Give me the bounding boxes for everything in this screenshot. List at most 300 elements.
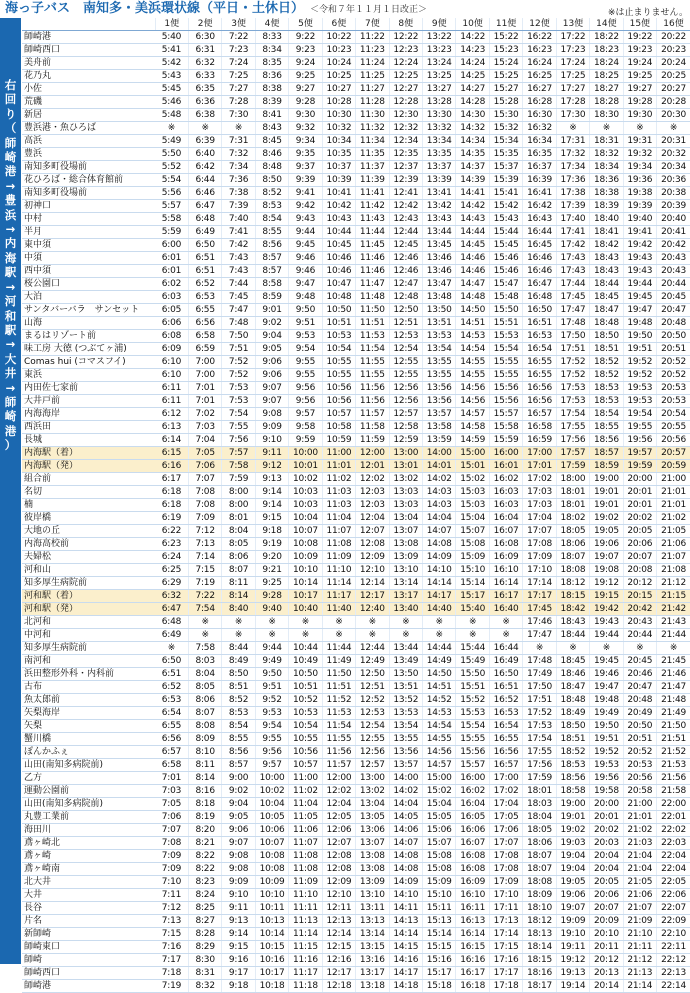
departure-time: 7:04 bbox=[188, 434, 221, 447]
stop-name: 味工房 大徳 (つぶてヶ浦) bbox=[22, 343, 155, 356]
departure-time: 10:45 bbox=[322, 239, 355, 252]
departure-time: 6:51 bbox=[188, 252, 221, 265]
departure-time: 9:54 bbox=[289, 343, 322, 356]
departure-time: 17:06 bbox=[489, 824, 522, 837]
timetable-row bbox=[22, 395, 690, 408]
departure-time: 21:04 bbox=[623, 863, 656, 876]
departure-time: 12:58 bbox=[389, 421, 422, 434]
departure-time: 18:01 bbox=[523, 785, 556, 798]
departure-time: 13:06 bbox=[356, 824, 389, 837]
departure-time: 20:38 bbox=[657, 187, 690, 200]
departure-time: 7:10 bbox=[155, 876, 188, 889]
departure-time: 13:51 bbox=[389, 681, 422, 694]
departure-time: 6:49 bbox=[155, 629, 188, 642]
departure-time: 10:16 bbox=[255, 954, 288, 967]
departure-time: 11:04 bbox=[289, 798, 322, 811]
departure-time: 9:39 bbox=[289, 174, 322, 187]
departure-time: 11:40 bbox=[322, 603, 355, 616]
stop-name: 師崎西口 bbox=[22, 44, 155, 57]
departure-time: 19:55 bbox=[623, 421, 656, 434]
departure-time: 9:34 bbox=[289, 135, 322, 148]
departure-time: 14:46 bbox=[456, 265, 489, 278]
departure-time: 22:10 bbox=[657, 928, 690, 941]
departure-time: 11:56 bbox=[356, 382, 389, 395]
departure-time: 14:09 bbox=[423, 551, 456, 564]
departure-time: 20:56 bbox=[657, 434, 690, 447]
timetable-row bbox=[22, 811, 690, 824]
departure-time: ※ bbox=[389, 616, 422, 629]
departure-time: 19:40 bbox=[623, 213, 656, 226]
departure-time: 8:07 bbox=[188, 707, 221, 720]
departure-time: 18:27 bbox=[590, 83, 623, 96]
departure-time: 17:54 bbox=[556, 408, 589, 421]
departure-time: 18:12 bbox=[556, 577, 589, 590]
departure-time: 16:14 bbox=[456, 928, 489, 941]
departure-time: 20:05 bbox=[590, 876, 623, 889]
departure-time: 19:04 bbox=[556, 850, 589, 863]
stop-name: Comas hui (コマスフイ) bbox=[22, 356, 155, 369]
departure-time: 7:06 bbox=[188, 460, 221, 473]
departure-time: 18:45 bbox=[590, 291, 623, 304]
departure-time: 10:09 bbox=[289, 551, 322, 564]
departure-time: 19:25 bbox=[623, 70, 656, 83]
departure-time: 21:00 bbox=[657, 473, 690, 486]
departure-time: 20:59 bbox=[657, 460, 690, 473]
departure-time: 14:24 bbox=[456, 57, 489, 70]
departure-time: 10:43 bbox=[322, 213, 355, 226]
timetable-row bbox=[22, 31, 690, 44]
departure-time: 12:57 bbox=[356, 759, 389, 772]
departure-time: 20:34 bbox=[657, 161, 690, 174]
departure-time: 17:51 bbox=[556, 343, 589, 356]
timetable-row bbox=[22, 564, 690, 577]
departure-time: 13:52 bbox=[389, 694, 422, 707]
departure-time: 6:44 bbox=[188, 174, 221, 187]
departure-time: 8:08 bbox=[188, 720, 221, 733]
departure-time: 17:45 bbox=[523, 603, 556, 616]
timetable-row bbox=[22, 187, 690, 200]
departure-time: 14:17 bbox=[389, 967, 422, 980]
departure-time: 18:43 bbox=[590, 265, 623, 278]
departure-time: 17:52 bbox=[556, 356, 589, 369]
departure-time: 7:12 bbox=[155, 902, 188, 915]
departure-time: 21:14 bbox=[623, 980, 656, 993]
departure-time: 19:57 bbox=[623, 447, 656, 460]
departure-time: 7:50 bbox=[222, 330, 255, 343]
departure-time: 10:55 bbox=[322, 369, 355, 382]
departure-time: 20:07 bbox=[590, 902, 623, 915]
departure-time: 9:27 bbox=[289, 83, 322, 96]
departure-time: 16:46 bbox=[523, 252, 556, 265]
departure-time: 19:34 bbox=[623, 161, 656, 174]
departure-time: 10:02 bbox=[289, 473, 322, 486]
departure-time: 10:42 bbox=[322, 200, 355, 213]
departure-time: 6:11 bbox=[155, 395, 188, 408]
departure-time: 15:08 bbox=[456, 538, 489, 551]
departure-time: 21:01 bbox=[657, 486, 690, 499]
departure-time: 7:41 bbox=[222, 226, 255, 239]
departure-time: 14:14 bbox=[389, 928, 422, 941]
departure-time: 14:44 bbox=[456, 226, 489, 239]
timetable-row bbox=[22, 850, 690, 863]
departure-time: 13:40 bbox=[389, 603, 422, 616]
departure-time: 15:07 bbox=[423, 837, 456, 850]
departure-time: 8:28 bbox=[188, 928, 221, 941]
departure-time: 19:10 bbox=[556, 928, 589, 941]
departure-time: 9:46 bbox=[289, 265, 322, 278]
departure-time: 20:53 bbox=[657, 382, 690, 395]
departure-time: 6:51 bbox=[188, 265, 221, 278]
departure-time: 14:43 bbox=[456, 213, 489, 226]
departure-time: 9:07 bbox=[255, 382, 288, 395]
departure-time: ※ bbox=[623, 122, 656, 135]
stop-name: 魚太郎前 bbox=[22, 694, 155, 707]
departure-time: 19:11 bbox=[556, 941, 589, 954]
departure-time: 16:46 bbox=[523, 265, 556, 278]
departure-time: ※ bbox=[590, 642, 623, 655]
departure-time: 15:35 bbox=[489, 148, 522, 161]
departure-time: 6:55 bbox=[188, 304, 221, 317]
departure-time: 18:48 bbox=[556, 694, 589, 707]
departure-time: 14:02 bbox=[423, 473, 456, 486]
departure-time: 22:12 bbox=[657, 954, 690, 967]
departure-time: 13:17 bbox=[389, 590, 422, 603]
departure-time: 19:00 bbox=[590, 473, 623, 486]
departure-time: 10:41 bbox=[322, 187, 355, 200]
departure-time: 8:53 bbox=[255, 200, 288, 213]
departure-time: 15:46 bbox=[489, 252, 522, 265]
trip-column-header: 2便 bbox=[188, 18, 221, 31]
departure-time: 19:44 bbox=[623, 278, 656, 291]
departure-time: 15:03 bbox=[456, 499, 489, 512]
departure-time: 8:04 bbox=[188, 668, 221, 681]
timetable-body bbox=[22, 31, 690, 993]
departure-time: 7:05 bbox=[188, 447, 221, 460]
departure-time: 15:18 bbox=[423, 980, 456, 993]
departure-time: 7:36 bbox=[222, 174, 255, 187]
departure-time: 20:00 bbox=[623, 473, 656, 486]
departure-time: 9:16 bbox=[222, 954, 255, 967]
departure-time: 11:10 bbox=[289, 889, 322, 902]
stop-name: 丸豊工業前 bbox=[22, 811, 155, 824]
departure-time: 11:01 bbox=[322, 460, 355, 473]
departure-time: 5:40 bbox=[155, 31, 188, 44]
departure-time: 14:35 bbox=[456, 148, 489, 161]
departure-time: 11:14 bbox=[289, 928, 322, 941]
departure-time: 12:09 bbox=[322, 876, 355, 889]
departure-time: 21:11 bbox=[623, 941, 656, 954]
departure-time: 19:12 bbox=[556, 954, 589, 967]
departure-time: 13:15 bbox=[356, 941, 389, 954]
departure-time: 16:00 bbox=[456, 772, 489, 785]
timetable-row bbox=[22, 902, 690, 915]
departure-time: 15:10 bbox=[423, 889, 456, 902]
departure-time: 16:10 bbox=[456, 889, 489, 902]
departure-time: 5:46 bbox=[155, 96, 188, 109]
departure-time: 17:03 bbox=[523, 499, 556, 512]
departure-time: 10:08 bbox=[255, 863, 288, 876]
departure-time: 16:06 bbox=[456, 824, 489, 837]
departure-time: 17:16 bbox=[489, 954, 522, 967]
departure-time: 10:30 bbox=[322, 109, 355, 122]
departure-time: 10:25 bbox=[322, 70, 355, 83]
departure-time: 6:36 bbox=[188, 96, 221, 109]
departure-time: 11:09 bbox=[322, 551, 355, 564]
departure-time: 11:04 bbox=[322, 512, 355, 525]
departure-time: 9:14 bbox=[222, 928, 255, 941]
departure-time: 10:50 bbox=[322, 304, 355, 317]
departure-time: 11:57 bbox=[356, 408, 389, 421]
departure-time: 6:10 bbox=[155, 369, 188, 382]
departure-time: 12:37 bbox=[389, 161, 422, 174]
departure-time: 20:50 bbox=[657, 330, 690, 343]
departure-time: 15:28 bbox=[489, 96, 522, 109]
departure-time: 7:58 bbox=[188, 642, 221, 655]
departure-time: 9:50 bbox=[255, 668, 288, 681]
departure-time: 20:04 bbox=[590, 863, 623, 876]
departure-time: 20:52 bbox=[657, 369, 690, 382]
departure-time: 10:24 bbox=[322, 57, 355, 70]
departure-time: 20:42 bbox=[657, 239, 690, 252]
departure-time: 15:47 bbox=[489, 278, 522, 291]
departure-time: 7:15 bbox=[155, 928, 188, 941]
departure-time: 20:43 bbox=[657, 265, 690, 278]
departure-time: 8:35 bbox=[255, 57, 288, 70]
departure-time: 18:59 bbox=[590, 460, 623, 473]
departure-time: 15:56 bbox=[456, 746, 489, 759]
departure-time: 10:32 bbox=[322, 122, 355, 135]
departure-time: 11:46 bbox=[356, 252, 389, 265]
timetable-row bbox=[22, 863, 690, 876]
departure-time: 22:11 bbox=[657, 941, 690, 954]
departure-time: 15:58 bbox=[489, 421, 522, 434]
departure-time: 19:05 bbox=[590, 525, 623, 538]
departure-time: 16:08 bbox=[489, 538, 522, 551]
departure-time: 9:01 bbox=[255, 304, 288, 317]
departure-time: 19:15 bbox=[590, 590, 623, 603]
departure-time: 6:16 bbox=[155, 460, 188, 473]
stop-name: 乙方 bbox=[22, 772, 155, 785]
departure-time: 9:53 bbox=[255, 707, 288, 720]
departure-time: 10:37 bbox=[322, 161, 355, 174]
departure-time: 13:01 bbox=[389, 460, 422, 473]
departure-time: 18:01 bbox=[556, 486, 589, 499]
departure-time: 15:11 bbox=[423, 902, 456, 915]
timetable-row bbox=[22, 759, 690, 772]
departure-time: 12:55 bbox=[389, 356, 422, 369]
departure-time: 8:05 bbox=[222, 538, 255, 551]
departure-time: 17:31 bbox=[556, 135, 589, 148]
departure-time: 8:06 bbox=[222, 551, 255, 564]
departure-time: 14:09 bbox=[389, 876, 422, 889]
departure-time: 8:10 bbox=[188, 746, 221, 759]
departure-time: 14:07 bbox=[389, 837, 422, 850]
departure-time: 6:50 bbox=[188, 239, 221, 252]
timetable-row bbox=[22, 486, 690, 499]
departure-time: 17:14 bbox=[489, 928, 522, 941]
departure-time: 8:57 bbox=[255, 265, 288, 278]
departure-time: 17:27 bbox=[556, 83, 589, 96]
departure-time: 6:53 bbox=[155, 694, 188, 707]
departure-time: 13:47 bbox=[423, 278, 456, 291]
departure-time: 11:37 bbox=[356, 161, 389, 174]
departure-time: 21:56 bbox=[657, 772, 690, 785]
departure-time: 16:15 bbox=[456, 941, 489, 954]
departure-time: 21:05 bbox=[657, 525, 690, 538]
departure-time: 7:52 bbox=[222, 356, 255, 369]
departure-time: 14:56 bbox=[456, 395, 489, 408]
departure-time: 6:03 bbox=[155, 291, 188, 304]
departure-time: 21:43 bbox=[657, 616, 690, 629]
departure-time: 12:06 bbox=[322, 824, 355, 837]
departure-time: 18:05 bbox=[556, 525, 589, 538]
departure-time: 10:50 bbox=[289, 668, 322, 681]
departure-time: 13:56 bbox=[389, 746, 422, 759]
departure-time: 18:34 bbox=[590, 161, 623, 174]
departure-time: 8:18 bbox=[188, 798, 221, 811]
departure-time: 16:41 bbox=[523, 187, 556, 200]
stop-name: 河和山 bbox=[22, 564, 155, 577]
stop-name: ぽんかふぇ bbox=[22, 746, 155, 759]
departure-time: 14:00 bbox=[423, 447, 456, 460]
timetable-row bbox=[22, 577, 690, 590]
departure-time: 18:07 bbox=[523, 850, 556, 863]
departure-time: 19:51 bbox=[623, 343, 656, 356]
departure-time: 9:04 bbox=[255, 330, 288, 343]
departure-time: 17:08 bbox=[523, 538, 556, 551]
departure-time: 10:18 bbox=[255, 980, 288, 993]
departure-time: 20:56 bbox=[623, 772, 656, 785]
departure-time: 21:47 bbox=[657, 681, 690, 694]
departure-time: 17:54 bbox=[523, 733, 556, 746]
departure-time: 9:50 bbox=[289, 304, 322, 317]
departure-time: 9:44 bbox=[255, 642, 288, 655]
departure-time: 7:32 bbox=[222, 148, 255, 161]
departure-time: 9:57 bbox=[289, 408, 322, 421]
departure-time: 14:03 bbox=[423, 486, 456, 499]
departure-time: 16:22 bbox=[523, 31, 556, 44]
departure-time: 17:02 bbox=[489, 785, 522, 798]
departure-time: 8:52 bbox=[255, 187, 288, 200]
departure-time: 10:06 bbox=[255, 824, 288, 837]
departure-time: 13:03 bbox=[389, 486, 422, 499]
departure-time: 9:10 bbox=[222, 889, 255, 902]
departure-time: 7:07 bbox=[188, 473, 221, 486]
departure-time: 13:07 bbox=[389, 525, 422, 538]
departure-time: 9:08 bbox=[222, 863, 255, 876]
departure-time: 14:41 bbox=[456, 187, 489, 200]
departure-time: 19:22 bbox=[623, 31, 656, 44]
timetable-row bbox=[22, 70, 690, 83]
departure-time: 8:19 bbox=[188, 811, 221, 824]
departure-time: 15:13 bbox=[423, 915, 456, 928]
departure-time: 16:58 bbox=[523, 421, 556, 434]
departure-time: 8:00 bbox=[222, 499, 255, 512]
departure-time: 13:44 bbox=[389, 642, 422, 655]
departure-time: 10:17 bbox=[255, 967, 288, 980]
stop-name: 海田川 bbox=[22, 824, 155, 837]
departure-time: ※ bbox=[657, 642, 690, 655]
departure-time: 13:39 bbox=[423, 174, 456, 187]
departure-time: 16:39 bbox=[523, 174, 556, 187]
departure-time: 12:41 bbox=[389, 187, 422, 200]
departure-time: 7:06 bbox=[155, 811, 188, 824]
departure-time: 13:57 bbox=[423, 408, 456, 421]
departure-time: 7:13 bbox=[155, 915, 188, 928]
departure-time: 8:50 bbox=[222, 668, 255, 681]
departure-time: 13:30 bbox=[423, 109, 456, 122]
departure-time: 18:09 bbox=[523, 889, 556, 902]
trip-column-header: 15便 bbox=[623, 18, 656, 31]
departure-time: ※ bbox=[188, 616, 221, 629]
departure-time: 7:15 bbox=[188, 564, 221, 577]
departure-time: 14:28 bbox=[456, 96, 489, 109]
departure-time: ※ bbox=[590, 122, 623, 135]
departure-time: 14:08 bbox=[389, 863, 422, 876]
departure-time: 13:08 bbox=[356, 863, 389, 876]
departure-time: 9:12 bbox=[255, 460, 288, 473]
departure-time: 13:49 bbox=[389, 655, 422, 668]
departure-time: 6:57 bbox=[155, 746, 188, 759]
departure-time: 7:09 bbox=[188, 512, 221, 525]
timetable-row bbox=[22, 460, 690, 473]
departure-time: 8:06 bbox=[188, 694, 221, 707]
departure-time: 16:54 bbox=[523, 343, 556, 356]
stop-name: 南河和 bbox=[22, 655, 155, 668]
departure-time: 10:08 bbox=[255, 850, 288, 863]
departure-time: 12:08 bbox=[322, 850, 355, 863]
departure-time: 6:17 bbox=[155, 473, 188, 486]
departure-time: 6:59 bbox=[188, 343, 221, 356]
departure-time: 16:27 bbox=[523, 83, 556, 96]
departure-time: 9:28 bbox=[255, 590, 288, 603]
departure-time: 14:53 bbox=[456, 330, 489, 343]
departure-time: 10:57 bbox=[289, 759, 322, 772]
departure-time: 20:31 bbox=[657, 135, 690, 148]
departure-time: 15:04 bbox=[423, 798, 456, 811]
departure-time: 17:40 bbox=[556, 213, 589, 226]
departure-time: 21:04 bbox=[623, 850, 656, 863]
departure-time: 19:42 bbox=[590, 603, 623, 616]
departure-time: 20:02 bbox=[590, 824, 623, 837]
departure-time: 10:14 bbox=[255, 928, 288, 941]
departure-time: 11:25 bbox=[356, 70, 389, 83]
departure-time: 20:54 bbox=[657, 408, 690, 421]
departure-time: 17:39 bbox=[556, 200, 589, 213]
departure-time: 21:00 bbox=[623, 798, 656, 811]
departure-time: 11:07 bbox=[322, 525, 355, 538]
departure-time: ※ bbox=[423, 616, 456, 629]
departure-time: 20:07 bbox=[623, 551, 656, 564]
departure-time: 15:16 bbox=[423, 954, 456, 967]
departure-time: 11:15 bbox=[289, 941, 322, 954]
departure-time: 9:18 bbox=[222, 980, 255, 993]
departure-time: 18:52 bbox=[590, 356, 623, 369]
departure-time: 14:34 bbox=[456, 135, 489, 148]
departure-time: 16:07 bbox=[456, 837, 489, 850]
departure-time: 16:57 bbox=[523, 408, 556, 421]
departure-time: 14:00 bbox=[389, 772, 422, 785]
departure-time: 7:40 bbox=[222, 213, 255, 226]
departure-time: 9:05 bbox=[222, 811, 255, 824]
departure-time: 8:44 bbox=[222, 642, 255, 655]
departure-time: 7:19 bbox=[155, 980, 188, 993]
departure-time: 14:48 bbox=[456, 291, 489, 304]
departure-time: 21:08 bbox=[657, 564, 690, 577]
departure-time: 18:49 bbox=[556, 707, 589, 720]
timetable-row bbox=[22, 291, 690, 304]
departure-time: 12:00 bbox=[356, 447, 389, 460]
